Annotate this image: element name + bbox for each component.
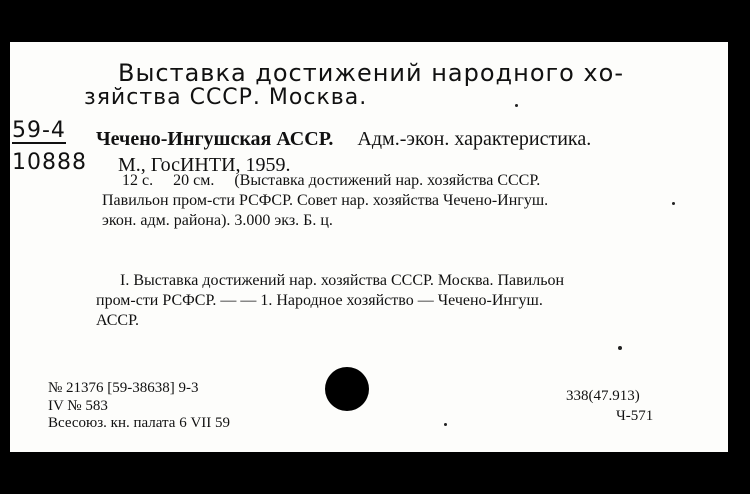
title-line	[96, 128, 591, 151]
ink-speck	[672, 202, 675, 205]
tracing-line-3: АССР.	[96, 312, 139, 329]
author-mark: Ч-571	[616, 408, 654, 424]
ink-speck	[444, 423, 447, 426]
collation-line-3: экон. адм. района). 3.000 экз. Б. ц.	[102, 212, 333, 229]
tracing-line-1: I. Выставка достижений нар. хозяйства СССР. Москва. Павильон	[120, 272, 565, 289]
call-number-line-2: 10888	[12, 150, 87, 175]
collation-line-2: Павильон пром-сти РСФСР. Совет нар. хозяйства Чечено-Ингуш.	[102, 192, 549, 209]
classification-code: 338(47.913)	[566, 388, 640, 404]
call-number-line-1: 59-4	[12, 118, 66, 143]
tracing-line-2: пром-сти РСФСР. — — 1. Народное хозяйство — Чечено-Ингуш.	[96, 292, 543, 309]
entry-heading: Чечено-Ингушская АССР.	[96, 128, 334, 150]
registration-number: № 21376 [59-38638] 9-3	[48, 380, 199, 396]
punch-hole	[325, 367, 369, 411]
registration-series: IV № 583	[48, 398, 108, 414]
ink-speck	[618, 346, 622, 350]
ink-speck	[515, 104, 518, 107]
catalog-card	[10, 42, 728, 452]
registration-chamber: Всесоюз. кн. палата 6 VII 59	[48, 415, 231, 431]
handwritten-note-line-2: зяйства СССР. Москва.	[84, 85, 368, 110]
handwritten-note-line-1: Выставка достижений народного хо-	[118, 59, 624, 87]
imprint: М., ГосИНТИ, 1959.	[118, 154, 291, 176]
collation-line-1: 12 с. 20 см. (Выставка достижений нар. хозяйства СССР.	[122, 172, 541, 189]
entry-subtitle: Адм.-экон. характеристика.	[357, 128, 592, 150]
